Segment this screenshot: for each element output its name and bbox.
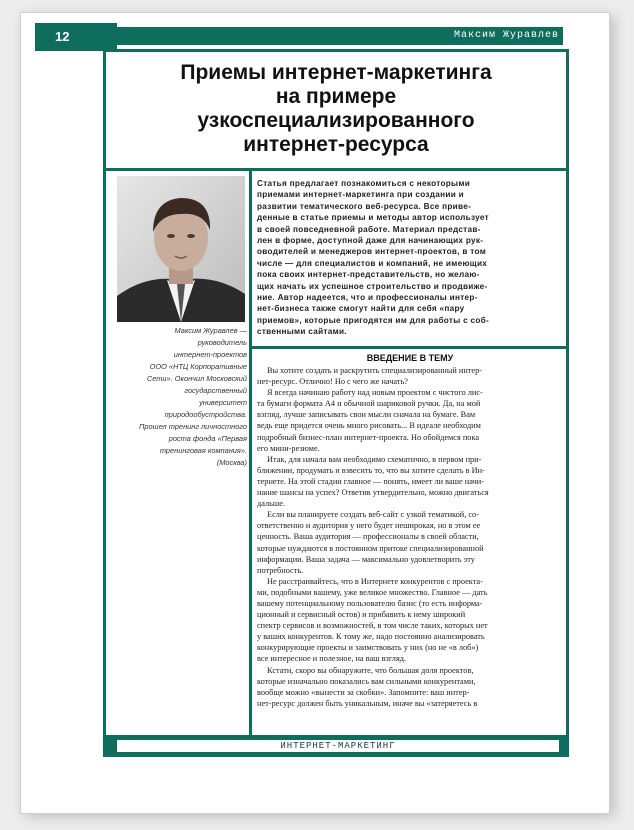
- lead-line: щих начать их успешное строительство и продвиже-: [257, 281, 488, 291]
- lead-line: оводителей и менеджеров интернет-проектов, в том: [257, 247, 487, 257]
- caption-line: (Москва): [216, 458, 247, 467]
- body-line: которые нуждаются в постоянном притоке специализированной: [257, 543, 484, 553]
- body-line: нет-ресурс. Отлично! Но с чего же начать?: [257, 377, 408, 387]
- body-line: ближении, продумать и взвесить то, что вы хотите сделать в Ин-: [257, 465, 485, 475]
- article-body: [257, 365, 563, 709]
- body-line: Я всегда начинаю работу над новым проектом с чистого лис-: [267, 388, 483, 398]
- author-photo: [117, 176, 245, 322]
- body-line: ционный и сервисный остов) и прибавить к нему широкий: [257, 610, 466, 620]
- body-line: спектр сервисов и возможностей, в том числе таких, которых нет: [257, 621, 488, 631]
- footer-rubric: ИНТЕРНЕТ-МАРКЕТИНГ: [117, 740, 559, 752]
- body-line: подробный бизнес-план интернет-проекта. Но обойдемся пока: [257, 432, 480, 442]
- lead-line: приемами интернет-маркетинга при создании и: [257, 190, 464, 200]
- body-line: которые изначально показались вам сильными конкурентами,: [257, 676, 476, 686]
- article-title: Приемы интернет-маркетинга на примере узкоспециализированного интернет-ресурса: [180, 60, 492, 156]
- body-line: потребность.: [257, 565, 304, 575]
- lead-line: числе — для специалистов и компаний, не имеющих: [257, 258, 488, 268]
- body-line: Если вы планируете создать веб-сайт с узкой тематикой, со-: [267, 510, 479, 520]
- section-title: ВВЕДЕНИЕ В ТЕМУ: [366, 353, 454, 363]
- lead-line: в своей повседневной работе. Материал представ-: [257, 224, 481, 234]
- body-line: та бумаги формата А4 и обычной шариковой ручки. Да, на мой: [257, 399, 481, 409]
- body-line: ми, подобными вашему, уже великое множество. Главное — дать: [257, 587, 488, 597]
- body-line: конкурирующие проекты и заимствовать у них (но не «в лоб»): [257, 643, 479, 653]
- column-rule: [249, 171, 252, 757]
- lead-line: развитии тематического веб-ресурса. Все приве-: [257, 201, 472, 211]
- lead-line: ние. Автор надеется, что и профессионалы интер-: [257, 293, 478, 303]
- body-line: все интересное и полезное, на ваш взгляд.: [257, 654, 407, 664]
- body-line: ведь еще придется очень много рисовать... В идеале необходим: [257, 421, 481, 431]
- caption-line: природообустройства.: [164, 410, 247, 419]
- body-line: вообще можно «вынести за скобки». Запомните: ваш интер-: [257, 687, 470, 697]
- body-line: вашему потенциальному пользователю базис (то есть информа-: [257, 598, 483, 608]
- lead-line: Статья предлагает познакомиться с некоторыми: [257, 179, 471, 188]
- body-line: ответственно и аудитория у него будет неширокая, но в этом ее: [257, 521, 481, 531]
- article-lead: [257, 178, 563, 338]
- body-line: дальше.: [257, 499, 286, 509]
- caption-line: тренинговая компания».: [159, 446, 247, 455]
- lead-line: пока своих интернет-представительств, но желаю-: [257, 270, 480, 280]
- body-line: ценность. Ваша аудитория — профессионалы в своей области,: [257, 532, 479, 542]
- author-portrait-image: [117, 176, 245, 322]
- page-number: 12: [35, 23, 117, 51]
- body-line: нет-ресурс должен быть уникальным, иначе вы «затеряетесь в: [257, 698, 478, 708]
- caption-line: Максим Журавлев —: [174, 326, 247, 335]
- caption-line: университет: [199, 398, 247, 407]
- caption-line: Сети». Окончил Московский: [146, 374, 247, 383]
- caption-line: Прошел тренинг личностного: [138, 422, 247, 431]
- body-line: его мини-резюме.: [257, 443, 320, 453]
- section-rule: [249, 346, 569, 349]
- body-line: взгляд, лучше записывать свои мысли сначала на бумаге. Вам: [257, 410, 476, 420]
- body-line: Вы хотите создать и раскрутить специализированный интер-: [267, 366, 483, 375]
- title-box: [103, 49, 569, 171]
- caption-line: роста фонда «Первая: [168, 434, 247, 443]
- caption-line: ООО «НТЦ Корпоративные: [149, 362, 247, 371]
- lead-line: нет-бизнеса также смогут найти для себя «пару: [257, 304, 465, 314]
- body-line: тернете. На этой стадии главное — понять, имеет ли ваше начи-: [257, 476, 484, 486]
- body-line: Кстати, скоро вы обнаружите, что большая доля проектов,: [267, 665, 474, 675]
- caption-line: государственный: [184, 386, 247, 395]
- body-line: нание шансы на успех? Ответив утвердительно, можно двигаться: [257, 488, 489, 498]
- body-line: у ваших конкурентов. К тому же, надо постоянно анализировать: [257, 632, 485, 642]
- lead-line: лен в форме, доступной даже для начинающих рук-: [257, 236, 484, 246]
- lead-line: денные в статье приемы и методы автор использует: [257, 213, 489, 223]
- magazine-page: [20, 12, 610, 814]
- lead-line: ственными сайтами.: [257, 327, 347, 337]
- author-caption: [117, 325, 247, 469]
- caption-line: руководитель: [197, 338, 247, 347]
- body-line: информации. Ваша задача — максимально удовлетворить эту: [257, 554, 475, 564]
- lead-line: приемов», которые пригодятся им для работы с соб-: [257, 315, 490, 325]
- body-line: Итак, для начала вам необходимо схематично, в первом при-: [267, 454, 482, 464]
- caption-line: интернет-проектов: [173, 350, 247, 359]
- header-author: Максим Журавлев: [453, 30, 559, 41]
- body-line: Не расстраивайтесь, что в Интернете конкурентов с проекта-: [267, 576, 483, 586]
